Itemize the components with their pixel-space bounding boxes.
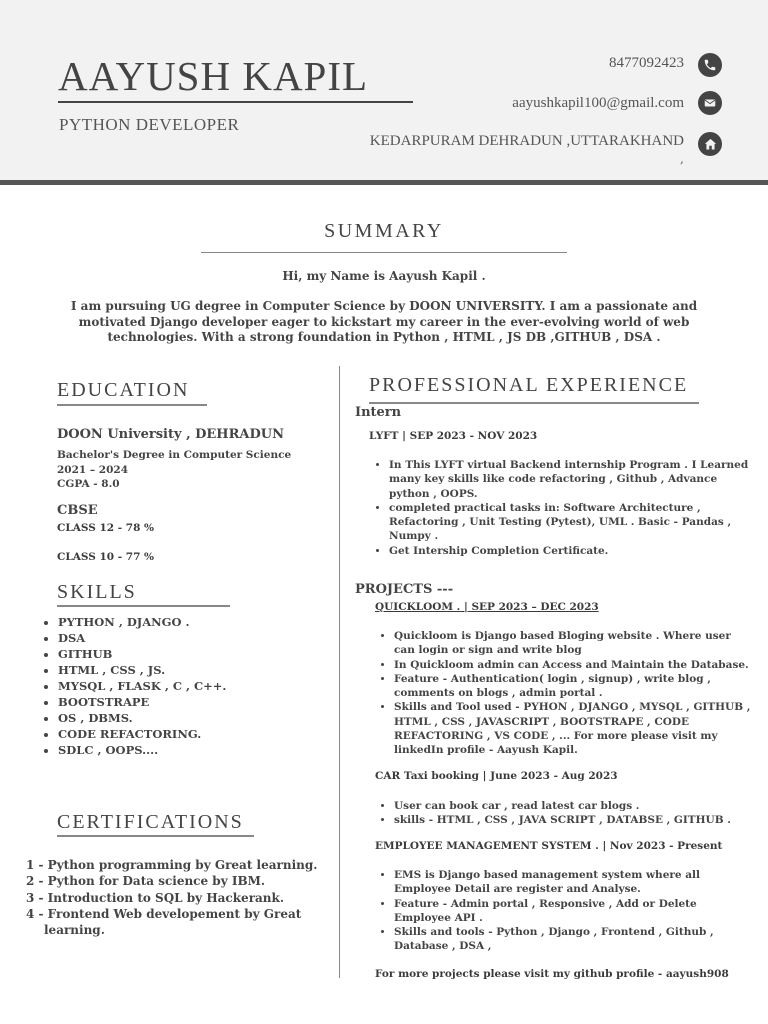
mail-icon	[698, 91, 722, 115]
column-divider	[339, 366, 340, 978]
ems-bullets	[378, 868, 756, 954]
skill-item: • BOOTSTRAPE	[58, 694, 226, 710]
project-bullet: • In Quickloom admin can Access and Maintain the Database.	[394, 658, 754, 672]
phone-icon	[698, 53, 722, 77]
project-bullet: • User can book car , read latest car blogs .	[394, 799, 754, 813]
skill-item: • OS , DBMS.	[58, 710, 226, 726]
projects-heading: PROJECTS ---	[355, 582, 454, 597]
certifications-list	[26, 857, 326, 938]
certification-item: 2 - Python for Data science by IBM.	[26, 874, 266, 889]
project-bullet: • skills - HTML , CSS , JAVA SCRIPT , DATABSE , GITHUB .	[394, 813, 754, 827]
summary-greeting: Hi, my Name is Aayush Kapil .	[282, 269, 486, 283]
education-school: DOON University , DEHRADUN	[57, 427, 284, 442]
skill-item: • PYTHON , DJANGO .	[58, 614, 226, 630]
experience-bullet: • completed practical tasks in: Software Architecture , Refactoring , Unit Testing (Pytest), UML . Basic - Pandas , Numpy .	[389, 501, 751, 544]
home-address: KEDARPURAM DEHRADUN ,UTTARAKHAND	[369, 133, 684, 149]
phone-number: 8477092423	[609, 55, 684, 71]
quickloom-project-line: QUICKLOOM . | SEP 2023 – DEC 2023	[375, 601, 599, 613]
project-bullet: • Quickloom is Django based Bloging website . Where user can login or sign and write blog	[394, 629, 754, 658]
skill-item: • DSA	[58, 630, 226, 646]
education-cgpa: CGPA - 8.0	[57, 478, 120, 490]
certification-item: 3 - Introduction to SQL by Hackerank.	[26, 890, 285, 905]
experience-bullets	[373, 458, 751, 558]
education-degree: Bachelor's Degree in Computer Science	[57, 449, 292, 461]
education-years: 2021 – 2024	[57, 463, 129, 476]
skill-item: • CODE REFACTORING.	[58, 726, 226, 742]
skills-heading: SKILLS	[57, 581, 137, 603]
skill-item: • SDLC , OOPS....	[58, 742, 226, 758]
project-bullet: • Feature - Admin portal , Responsive , Add or Delete Employee API .	[394, 897, 756, 926]
more-projects-note: For more projects please visit my github profile - aayush908	[375, 968, 729, 980]
summary-underline	[201, 252, 567, 253]
cbse-heading: CBSE	[57, 503, 98, 518]
email-address: aayushkapil100@gmail.com	[512, 95, 684, 111]
project-bullet: • Feature - Authentication( login , signup) , write blog , comments on blogs , admin portal .	[394, 672, 754, 701]
project-bullet: • EMS is Django based management system where all Employee Detail are register and Analyse.	[394, 868, 756, 897]
project-bullet: • Skills and Tool used - PYHON , DJANGO , MYSQL , GITHUB , HTML , CSS , JAVASCRIPT , BOOTSTRAPE , CODE REFACTORING , VS CODE , ... For more please visit my linkedIn profile - Aayush Kapil.	[394, 700, 754, 757]
class-12-score: CLASS 12 - 78 %	[57, 522, 155, 534]
experience-heading: PROFESSIONAL EXPERIENCE	[369, 374, 689, 396]
summary-heading: SUMMARY	[324, 220, 444, 242]
experience-underline	[369, 402, 699, 404]
car-project-line: CAR Taxi booking | June 2023 - Aug 2023	[375, 770, 618, 782]
skill-item: • GITHUB	[58, 646, 226, 662]
certification-item: 4 - Frontend Web developement by Great learning.	[26, 906, 302, 938]
education-heading: EDUCATION	[57, 379, 190, 401]
candidate-name: AAYUSH KAPIL	[58, 53, 369, 99]
experience-bullet: • Get Intership Completion Certificate.	[389, 544, 751, 558]
certification-item: 1 - Python programming by Great learning.	[26, 858, 318, 872]
job-title: PYTHON DEVELOPER	[59, 115, 240, 134]
header-divider-bar	[0, 180, 768, 185]
skill-item: • MYSQL , FLASK , C , C++.	[58, 678, 226, 694]
experience-company-line: LYFT | SEP 2023 - NOV 2023	[369, 430, 538, 442]
education-underline	[57, 404, 207, 406]
skills-underline	[57, 605, 230, 607]
quickloom-bullets	[378, 629, 754, 758]
class-10-score: CLASS 10 - 77 %	[57, 551, 155, 563]
summary-text: I am pursuing UG degree in Computer Science by DOON UNIVERSITY. I am a passionate and motivated Django developer eager to kickstart my career in the ever-evolving world of web technologies. With a strong foundation in Python , HTML , JS DB ,GITHUB , DSA .	[70, 299, 698, 344]
certifications-underline	[57, 835, 254, 837]
certifications-heading: CERTIFICATIONS	[57, 811, 244, 833]
address-tail: ,	[680, 152, 684, 166]
skill-item: • HTML , CSS , JS.	[58, 662, 226, 678]
project-bullet: • Skills and tools - Python , Django , Frontend , Github , Database , DSA ,	[394, 925, 756, 954]
home-icon	[698, 132, 722, 156]
experience-role: Intern	[355, 405, 402, 420]
ems-project-line: EMPLOYEE MANAGEMENT SYSTEM . | Nov 2023 - Present	[375, 840, 723, 852]
experience-bullet: • In This LYFT virtual Backend internship Program . I Learned many key skills like code refactoring , Github , Advance python , OOPS.	[389, 458, 751, 501]
education-details	[57, 448, 291, 492]
skills-list	[40, 614, 226, 758]
name-underline	[58, 101, 413, 103]
car-bullets	[378, 799, 754, 828]
